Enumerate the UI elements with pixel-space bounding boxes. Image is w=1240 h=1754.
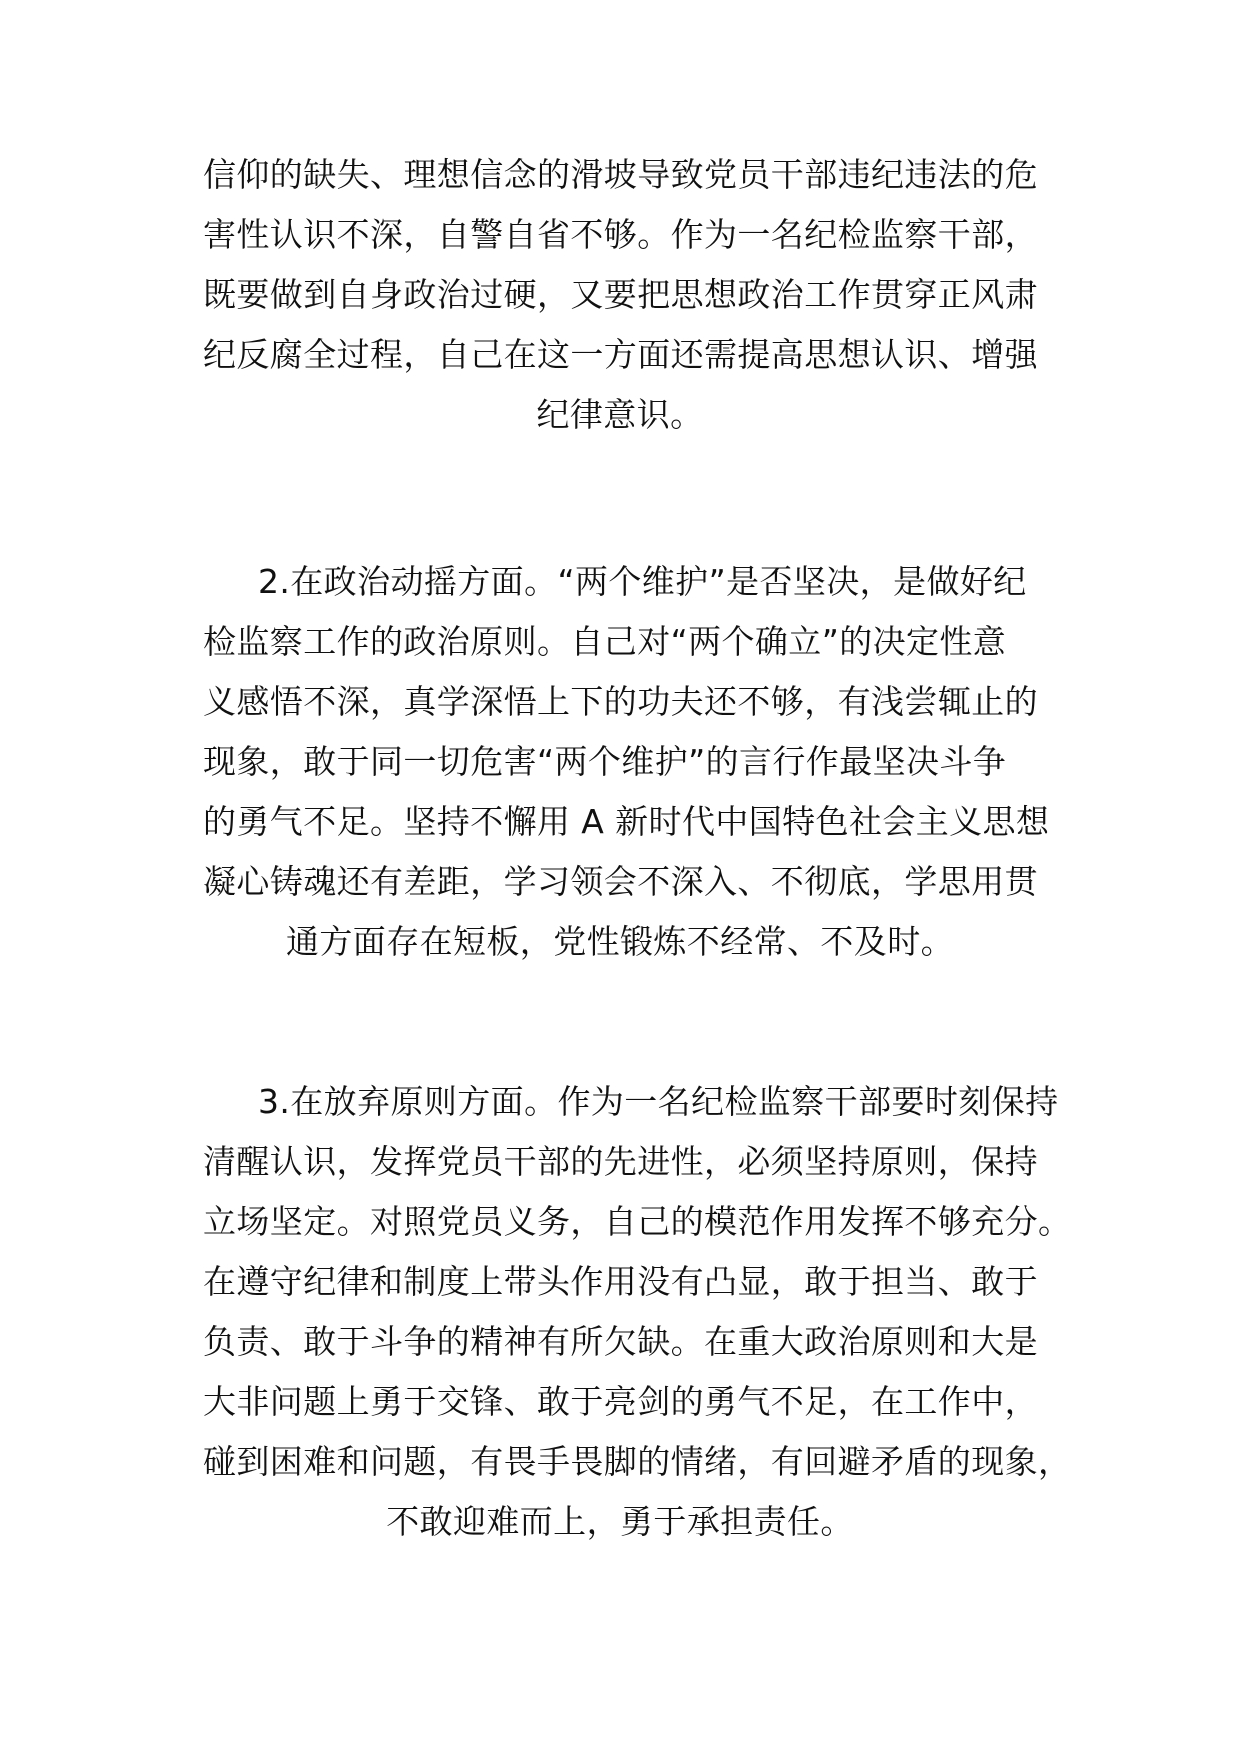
paragraph-1-line-4: 纪反腐全过程，自己在这一方面还需提高思想认识、增强 <box>203 335 1038 374</box>
paragraph-2-line-5: 的勇气不足。坚持不懈用 A 新时代中国特色社会主义思想 <box>203 802 1050 841</box>
paragraph-3-line-7: 碰到困难和问题，有畏手畏脚的情绪，有回避矛盾的现象， <box>203 1442 1072 1481</box>
paragraph-3-line-2: 清醒认识，发挥党员干部的先进性，必须坚持原则，保持 <box>203 1142 1038 1181</box>
paragraph-2-line-1: 2.在政治动摇方面。“两个维护”是否坚决，是做好纪 <box>258 562 1027 601</box>
paragraph-3-line-1: 3.在放弃原则方面。作为一名纪检监察干部要时刻保持 <box>258 1082 1059 1121</box>
paragraph-2-line-6: 凝心铸魂还有差距，学习领会不深入、不彻底，学思用贯 <box>203 862 1038 901</box>
paragraph-1-line-2: 害性认识不深，自警自省不够。作为一名纪检监察干部， <box>203 215 1038 254</box>
paragraph-1-line-1: 信仰的缺失、理想信念的滑坡导致党员干部违纪违法的危 <box>203 155 1038 194</box>
paragraph-2-line-7: 通方面存在短板，党性锻炼不经常、不及时。 <box>286 922 954 961</box>
paragraph-3-line-8: 不敢迎难而上，勇于承担责任。 <box>386 1502 854 1541</box>
paragraph-2-line-3: 义感悟不深，真学深悟上下的功夫还不够，有浅尝辄止的 <box>203 682 1038 721</box>
paragraph-3-line-4: 在遵守纪律和制度上带头作用没有凸显，敢于担当、敢于 <box>203 1262 1038 1301</box>
paragraph-1-line-3: 既要做到自身政治过硬，又要把思想政治工作贯穿正风肃 <box>203 275 1038 314</box>
paragraph-2-line-2: 检监察工作的政治原则。自己对“两个确立”的决定性意 <box>203 622 1007 661</box>
paragraph-3-line-6: 大非问题上勇于交锋、敢于亮剑的勇气不足，在工作中， <box>203 1382 1038 1421</box>
paragraph-1-line-5: 纪律意识。 <box>536 395 704 434</box>
paragraph-3-line-5: 负责、敢于斗争的精神有所欠缺。在重大政治原则和大是 <box>203 1322 1038 1361</box>
paragraph-2-line-4: 现象，敢于同一切危害“两个维护”的言行作最坚决斗争 <box>203 742 1007 781</box>
paragraph-3-line-3: 立场坚定。对照党员义务，自己的模范作用发挥不够充分。 <box>203 1202 1072 1241</box>
